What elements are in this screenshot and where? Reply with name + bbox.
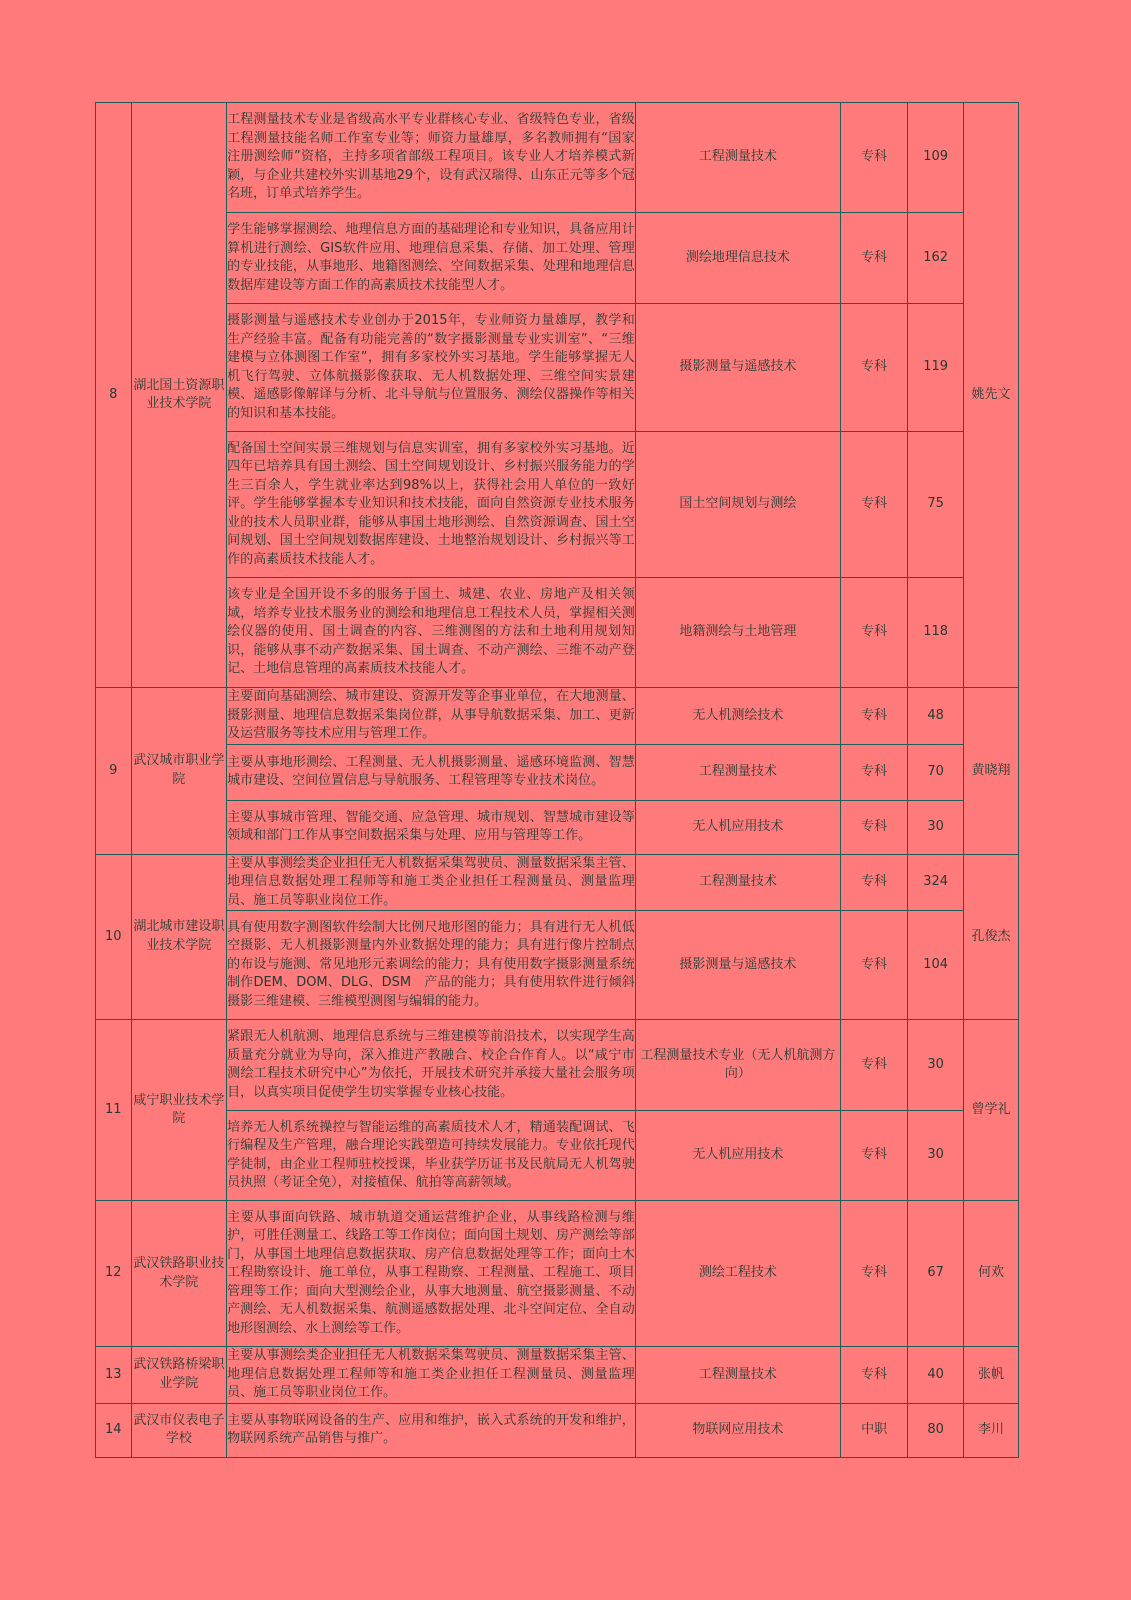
- major-description-cell: [227, 213, 636, 304]
- enrollment-count: 80: [908, 1403, 964, 1457]
- enrollment-count: 70: [908, 744, 964, 800]
- major-description: 紧跟无人机航测、地理信息系统与三维建模等前沿技术，以实现学生高质量充分就业为导向，深入推进产教融合、校企合作育人。以“咸宁市测绘工程技术研究中心”为依托，开展技术研究并承接大量社会服务项目，以真实项目促使学生切实掌握专业核心技能。: [227, 1029, 635, 1100]
- major-name: 工程测量技术: [635, 744, 840, 800]
- table-row: [96, 854, 1019, 911]
- contact-person: 姚先文: [964, 103, 1019, 688]
- table-row: [96, 578, 1019, 688]
- education-level: 专科: [841, 911, 908, 1020]
- major-description-cell: [227, 854, 636, 911]
- enrollment-count: 30: [908, 800, 964, 854]
- row-number: 10: [96, 854, 132, 1020]
- table-row: [96, 103, 1019, 213]
- major-description: 主要从事城市管理、智能交通、应急管理、城市规划、智慧城市建设等领域和部门工作从事空间数据采集与处理、应用与管理等工作。: [227, 809, 635, 843]
- major-description: 该专业是全国开设不多的服务于国土、城建、农业、房地产及相关领域，培养专业技术服务业的测绘和地理信息工程技术人员，掌握相关测绘仪器的使用、国土调查的内容、三维测图的方法和土地利用规划知识，能够从事不动产数据采集、国土调查、不动产测绘、三维不动产登记、土地信息管理的高素质技术技能人才。: [227, 587, 635, 677]
- contact-person: 张帆: [964, 1347, 1019, 1404]
- table-row: [96, 1201, 1019, 1347]
- school-name: 湖北国土资源职业技术学院: [131, 103, 227, 688]
- major-name: 物联网应用技术: [635, 1403, 840, 1457]
- enrollment-count: 324: [908, 854, 964, 911]
- row-number: 8: [96, 103, 132, 688]
- major-description: 摄影测量与遥感技术专业创办于2015年，专业师资力量雄厚，教学和生产经验丰富。配备有功能完善的“数字摄影测量专业实训室”、“三维建模与立体测图工作室”，拥有多家校外实习基地。学生能够掌握无人机飞行驾驶、立体航摄影像获取、无人机数据处理、三维空间实景建模、遥感影像解译与分析、北斗导航与位置服务、测绘仪器操作等相关的知识和基本技能。: [227, 313, 635, 421]
- major-name: 摄影测量与遥感技术: [635, 304, 840, 432]
- major-description: 配备国土空间实景三维规划与信息实训室，拥有多家校外实习基地。近四年已培养具有国土测绘、国土空间规划设计、乡村振兴服务能力的学生三百余人，学生就业率达到98%以上，获得社会用人单位的一致好评。学生能够掌握本专业知识和技术技能，面向自然资源专业技术服务业的技术人员职业群，能够从事国土地形测绘、自然资源调查、国土空间规划、国土空间规划数据库建设、土地整治规划设计、乡村振兴等工作的高素质技术技能人才。: [227, 440, 635, 567]
- major-description-cell: [227, 103, 636, 213]
- education-level: 专科: [841, 1020, 908, 1111]
- enrollment-count: 109: [908, 103, 964, 213]
- education-level: 专科: [841, 1347, 908, 1404]
- table-row: [96, 1020, 1019, 1111]
- major-description-cell: [227, 688, 636, 745]
- enrollment-count: 119: [908, 304, 964, 432]
- major-name: 工程测量技术: [635, 854, 840, 911]
- enrollment-count: 118: [908, 578, 964, 688]
- school-name: 武汉铁路桥梁职业学院: [131, 1347, 227, 1404]
- major-description-cell: [227, 1111, 636, 1201]
- table-row: [96, 1347, 1019, 1404]
- enrollment-count: 67: [908, 1201, 964, 1347]
- row-number: 13: [96, 1347, 132, 1404]
- major-description: 培养无人机系统操控与智能运维的高素质技术人才，精通装配调试、飞行编程及生产管理，融合理论实践塑造可持续发展能力。专业依托现代学徒制，由企业工程师驻校授课，毕业获学历证书及民航局无人机驾驶员执照（考证全免），对接植保、航拍等高薪领域。: [227, 1119, 635, 1190]
- major-description: 主要从事面向铁路、城市轨道交通运营维护企业，从事线路检测与维护，可胜任测量工、线路工等工作岗位；面向国土规划、房产测绘等部门，从事国土地理信息数据获取、房产信息数据处理等工作；面向土木工程勘察设计、施工单位，从事工程勘察、工程测量、工程施工、项目管理等工作；面向大型测绘企业，从事大地测量、航空摄影测量、不动产测绘、无人机数据采集、航测遥感数据处理、北斗空间定位、全自动地形图测绘、水上测绘等工作。: [227, 1209, 635, 1336]
- major-description: 主要面向基础测绘、城市建设、资源开发等企事业单位，在大地测量、摄影测量、地理信息数据采集岗位群，从事导航数据采集、加工、更新及运营服务等技术应用与管理工作。: [227, 689, 635, 741]
- table-row: [96, 304, 1019, 432]
- education-level: 专科: [841, 1111, 908, 1201]
- school-name: 咸宁职业技术学院: [131, 1020, 227, 1201]
- education-level: 专科: [841, 103, 908, 213]
- education-level: 专科: [841, 800, 908, 854]
- table-row: [96, 800, 1019, 854]
- major-name: 无人机测绘技术: [635, 688, 840, 745]
- major-description: 具有使用数字测图软件绘制大比例尺地形图的能力；具有进行无人机低空摄影、无人机摄影测量内外业数据处理的能力；具有进行像片控制点的布设与施测、常见地形元素调绘的能力；具有使用数字摄影测量系统制作DEM、DOM、DLG、DSM 产品的能力；具有使用软件进行倾斜摄影三维建模、三维模型测图与编辑的能力。: [227, 919, 635, 1009]
- table-body: [96, 103, 1019, 1458]
- enrollment-table: [95, 102, 1019, 1458]
- education-level: 专科: [841, 744, 908, 800]
- major-description-cell: [227, 744, 636, 800]
- education-level: 专科: [841, 578, 908, 688]
- school-name: 武汉铁路职业技术学院: [131, 1201, 227, 1347]
- table-row: [96, 911, 1019, 1020]
- major-description-cell: [227, 304, 636, 432]
- major-description-cell: [227, 1201, 636, 1347]
- major-description: 主要从事测绘类企业担任无人机数据采集驾驶员、测量数据采集主管、地理信息数据处理工程师等和施工类企业担任工程测量员、测量监理员、施工员等职业岗位工作。: [227, 1348, 635, 1400]
- enrollment-count: 104: [908, 911, 964, 1020]
- table-row: [96, 213, 1019, 304]
- contact-person: 孔俊杰: [964, 854, 1019, 1020]
- major-name: 摄影测量与遥感技术: [635, 911, 840, 1020]
- table-row: [96, 1403, 1019, 1457]
- enrollment-count: 30: [908, 1111, 964, 1201]
- contact-person: 曾学礼: [964, 1020, 1019, 1201]
- major-description-cell: [227, 1020, 636, 1111]
- table-row: [96, 688, 1019, 745]
- education-level: 专科: [841, 1201, 908, 1347]
- major-name: 无人机应用技术: [635, 1111, 840, 1201]
- row-number: 12: [96, 1201, 132, 1347]
- major-description: 主要从事地形测绘、工程测量、无人机摄影测量、遥感环境监测、智慧城市建设、空间位置信息与导航服务、工程管理等专业技术岗位。: [227, 754, 635, 788]
- major-description: 工程测量技术专业是省级高水平专业群核心专业、省级特色专业，省级工程测量技能名师工作室专业等；师资力量雄厚，多名教师拥有“国家注册测绘师”资格，主持多项省部级工程项目。该专业人才培养模式新颖，与企业共建校外实训基地29个，设有武汉瑞得、山东正元等多个冠名班，订单式培养学生。: [227, 112, 635, 202]
- major-description-cell: [227, 432, 636, 578]
- major-description-cell: [227, 578, 636, 688]
- major-name: 测绘地理信息技术: [635, 213, 840, 304]
- major-description-cell: [227, 800, 636, 854]
- school-name: 武汉市仪表电子学校: [131, 1403, 227, 1457]
- major-name: 地籍测绘与土地管理: [635, 578, 840, 688]
- major-description-cell: [227, 1347, 636, 1404]
- major-name: 测绘工程技术: [635, 1201, 840, 1347]
- education-level: 专科: [841, 432, 908, 578]
- education-level: 专科: [841, 304, 908, 432]
- contact-person: 李川: [964, 1403, 1019, 1457]
- table-row: [96, 744, 1019, 800]
- education-level: 专科: [841, 213, 908, 304]
- major-name: 无人机应用技术: [635, 800, 840, 854]
- row-number: 11: [96, 1020, 132, 1201]
- major-name: 工程测量技术: [635, 103, 840, 213]
- enrollment-count: 75: [908, 432, 964, 578]
- major-description-cell: [227, 1403, 636, 1457]
- major-description: 学生能够掌握测绘、地理信息方面的基础理论和专业知识，具备应用计算机进行测绘、GIS软件应用、地理信息采集、存储、加工处理、管理的专业技能，从事地形、地籍图测绘、空间数据采集、处理和地理信息数据库建设等方面工作的高素质技术技能型人才。: [227, 222, 635, 293]
- major-description-cell: [227, 911, 636, 1020]
- major-description: 主要从事物联网设备的生产、应用和维护，嵌入式系统的开发和维护，物联网系统产品销售与推广。: [227, 1412, 635, 1446]
- school-name: 武汉城市职业学院: [131, 688, 227, 855]
- row-number: 14: [96, 1403, 132, 1457]
- major-name: 国土空间规划与测绘: [635, 432, 840, 578]
- table-row: [96, 1111, 1019, 1201]
- major-name: 工程测量技术专业（无人机航测方向）: [635, 1020, 840, 1111]
- school-name: 湖北城市建设职业技术学院: [131, 854, 227, 1020]
- enrollment-count: 48: [908, 688, 964, 745]
- education-level: 专科: [841, 688, 908, 745]
- table-row: [96, 432, 1019, 578]
- enrollment-count: 40: [908, 1347, 964, 1404]
- contact-person: 黄晓翔: [964, 688, 1019, 855]
- major-description: 主要从事测绘类企业担任无人机数据采集驾驶员、测量数据采集主管、地理信息数据处理工程师等和施工类企业担任工程测量员、测量监理员、施工员等职业岗位工作。: [227, 855, 635, 908]
- enrollment-count: 162: [908, 213, 964, 304]
- major-name: 工程测量技术: [635, 1347, 840, 1404]
- contact-person: 何欢: [964, 1201, 1019, 1347]
- row-number: 9: [96, 688, 132, 855]
- education-level: 中职: [841, 1403, 908, 1457]
- education-level: 专科: [841, 854, 908, 911]
- enrollment-count: 30: [908, 1020, 964, 1111]
